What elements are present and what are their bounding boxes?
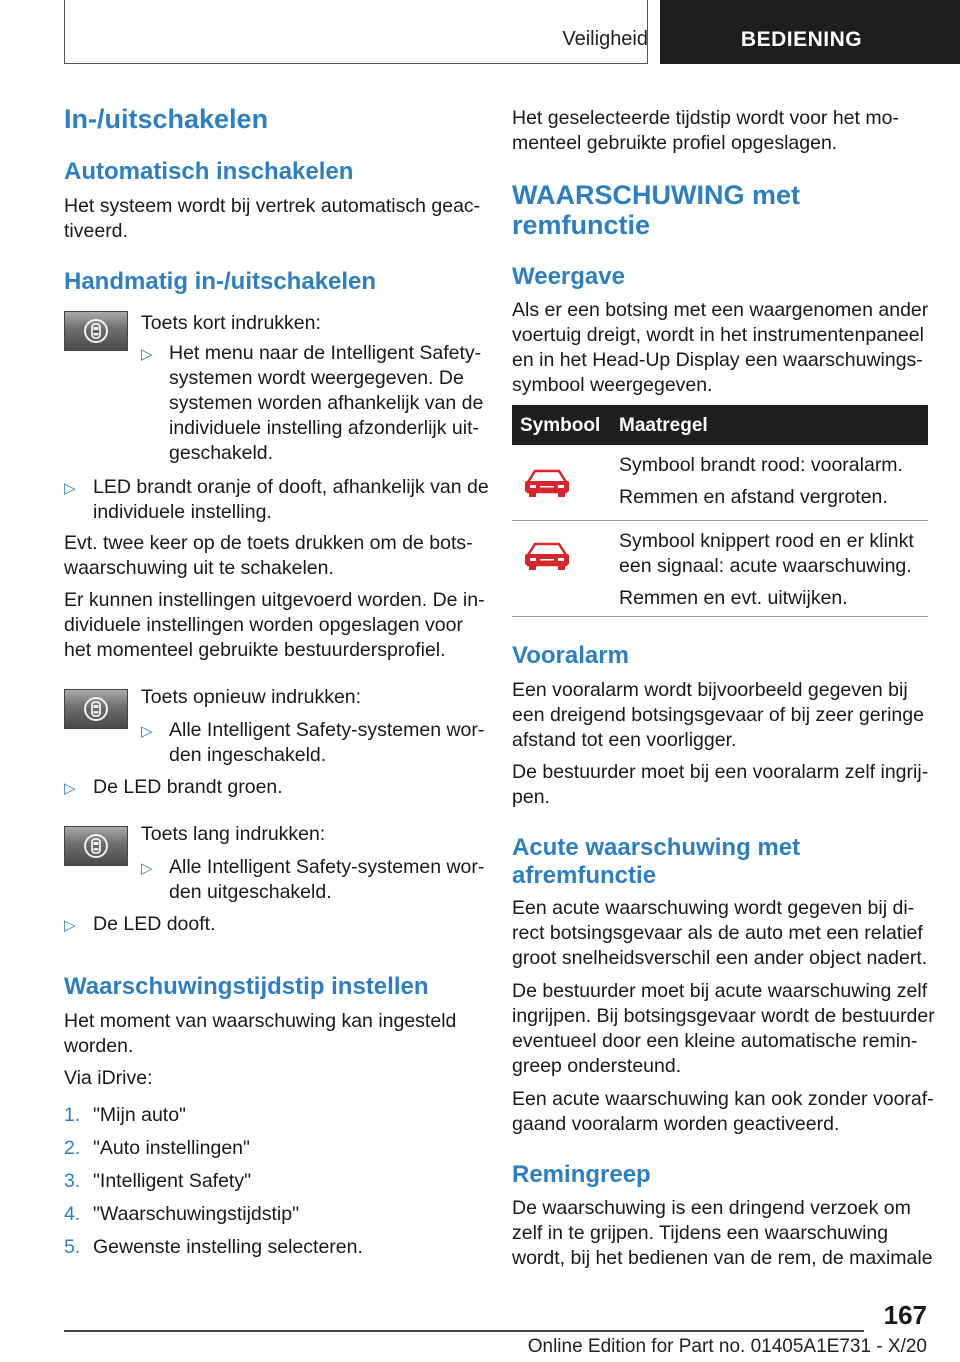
- acute-paragraph-3: Een acute waarschuwing kan ook zonder vooraf‐ gaand vooralarm worden geactiveerd.: [512, 1088, 934, 1135]
- acute-paragraph-2: De bestuurder moet bij acute waarschuwing zelf ingrijpen. Bij botsingsgevaar wordt de bestuurder eventueel door een kleine automatische remin‐ greep ondersteund.: [512, 980, 935, 1077]
- pre-paragraph-2: De bestuurder moet bij een vooralarm zelf ingrij‐ pen.: [512, 761, 929, 808]
- bullet-icon: ▷: [141, 723, 153, 740]
- idrive-steps: [64, 1103, 363, 1268]
- er-paragraph: Er kunnen instellingen uitgevoerd worden. De in‐ dividuele instellingen worden opgeslagen voor het momenteel gebruikte bestuurdersprofiel.: [64, 589, 485, 661]
- bullet-icon: ▷: [141, 860, 153, 877]
- red-car-icon: [522, 539, 572, 578]
- table-row-1-action: Remmen en afstand vergroten.: [619, 486, 888, 508]
- step2-intro: Toets opnieuw indrukken:: [141, 686, 362, 708]
- red-car-icon: [522, 466, 572, 505]
- display-paragraph: Als er een botsing met een waargenomen ander voertuig dreigt, wordt in het instrumentenpaneel en in het Head-Up Display een waarschuwings‐ symbool weergegeven.: [512, 299, 929, 396]
- column-header-symbool: Symbool: [520, 415, 601, 436]
- table-row-1-desc: Symbool brandt rood: vooralarm.: [619, 454, 903, 476]
- heading-in-uitschakelen: In-/uitschakelen: [64, 104, 269, 134]
- auto-paragraph: Het systeem wordt bij vertrek automatisch geac‐ tiveerd.: [64, 195, 481, 242]
- evt-paragraph: Evt. twee keer op de toets drukken om de bots‐ waarschuwing uit te schakelen.: [64, 532, 473, 579]
- acute-paragraph-1: Een acute waarschuwing wordt gegeven bij di‐ rect botsingsgevaar als de auto met een relatief groot snelheidsverschil een ander object nadert.: [512, 897, 928, 969]
- step3-intro: Toets lang indrukken:: [141, 823, 326, 845]
- intro-paragraph: Het geselecteerde tijdstip wordt voor het mo‐ menteel gebruikte profiel opgeslagen.: [512, 107, 899, 154]
- list-item: 1. "Mijn auto": [64, 1104, 186, 1126]
- bullet-icon: ▷: [64, 480, 76, 497]
- heading-handmatig: Handmatig in-/uitschakelen: [64, 268, 377, 295]
- list-item: 2. "Auto instellingen": [64, 1137, 250, 1159]
- step3-bullet2: De LED dooft.: [93, 913, 216, 935]
- step3-bullet1: Alle Intelligent Safety-systemen wor‐ den uitgeschakeld.: [169, 856, 485, 903]
- step1-bullet2: LED brandt oranje of dooft, afhankelijk van de individuele instelling.: [93, 476, 489, 523]
- heading-acute-waarschuwing: Acute waarschuwing met afremfunctie: [512, 834, 801, 889]
- heading-waarschuwingstijdstip: Waarschuwingstijdstip instellen: [64, 973, 429, 1000]
- heading-vooralarm: Vooralarm: [512, 642, 629, 669]
- table-row-2-action: Remmen en evt. uitwijken.: [619, 587, 848, 609]
- step1-intro: Toets kort indrukken:: [141, 312, 321, 334]
- step2-bullet1: Alle Intelligent Safety-systemen wor‐ den ingeschakeld.: [169, 719, 485, 766]
- safety-button-icon: [64, 689, 128, 729]
- heading-weergave: Weergave: [512, 263, 625, 290]
- time-paragraph: Het moment van waarschuwing kan ingesteld worden.: [64, 1010, 457, 1057]
- heading-waarschuwing: WAARSCHUWING met remfunctie: [512, 180, 800, 240]
- table-divider: [512, 616, 928, 617]
- page-number: 167: [883, 1300, 927, 1330]
- list-item: 5. Gewenste instelling selecteren.: [64, 1236, 363, 1258]
- table-row-2-desc: Symbool knippert rood en er klinkt een signaal: acute waarschuwing.: [619, 530, 914, 577]
- bullet-icon: ▷: [64, 917, 76, 934]
- heading-automatisch-inschakelen: Automatisch inschakelen: [64, 158, 354, 185]
- heading-remingreep: Remingreep: [512, 1161, 651, 1188]
- safety-button-icon: [64, 826, 128, 866]
- via-idrive: Via iDrive:: [64, 1067, 153, 1089]
- chapter-tab-label: BEDIENING: [740, 28, 863, 51]
- edition-note: Online Edition for Part no. 01405A1E731 - X/20: [527, 1336, 927, 1357]
- safety-button-icon: [64, 311, 128, 351]
- pre-paragraph-1: Een vooralarm wordt bijvoorbeeld gegeven bij een dreigend botsingsgevaar of bij zeer geringe afstand tot een voorligger.: [512, 679, 924, 751]
- bullet-icon: ▷: [64, 780, 76, 797]
- list-item: 3. "Intelligent Safety": [64, 1170, 252, 1192]
- step2-bullet2: De LED brandt groen.: [93, 776, 283, 798]
- header-frame: [64, 0, 648, 64]
- list-item: 4. "Waarschuwingstijdstip": [64, 1203, 300, 1225]
- brake-paragraph: De waarschuwing is een dringend verzoek om zelf in te grijpen. Tijdens een waarschuwing wordt, bij het bedienen van de rem, de maximale: [512, 1197, 933, 1269]
- step1-bullet1: Het menu naar de Intelligent Safety- systemen wordt weergegeven. De systemen worden afhankelijk van de individuele instelling afzonderlijk uit‐ geschakeld.: [169, 342, 484, 464]
- footer-divider: [64, 1330, 864, 1332]
- table-divider: [512, 520, 928, 521]
- section-title: Veiligheid: [562, 28, 648, 50]
- column-header-maatregel: Maatregel: [619, 415, 708, 436]
- bullet-icon: ▷: [141, 346, 153, 363]
